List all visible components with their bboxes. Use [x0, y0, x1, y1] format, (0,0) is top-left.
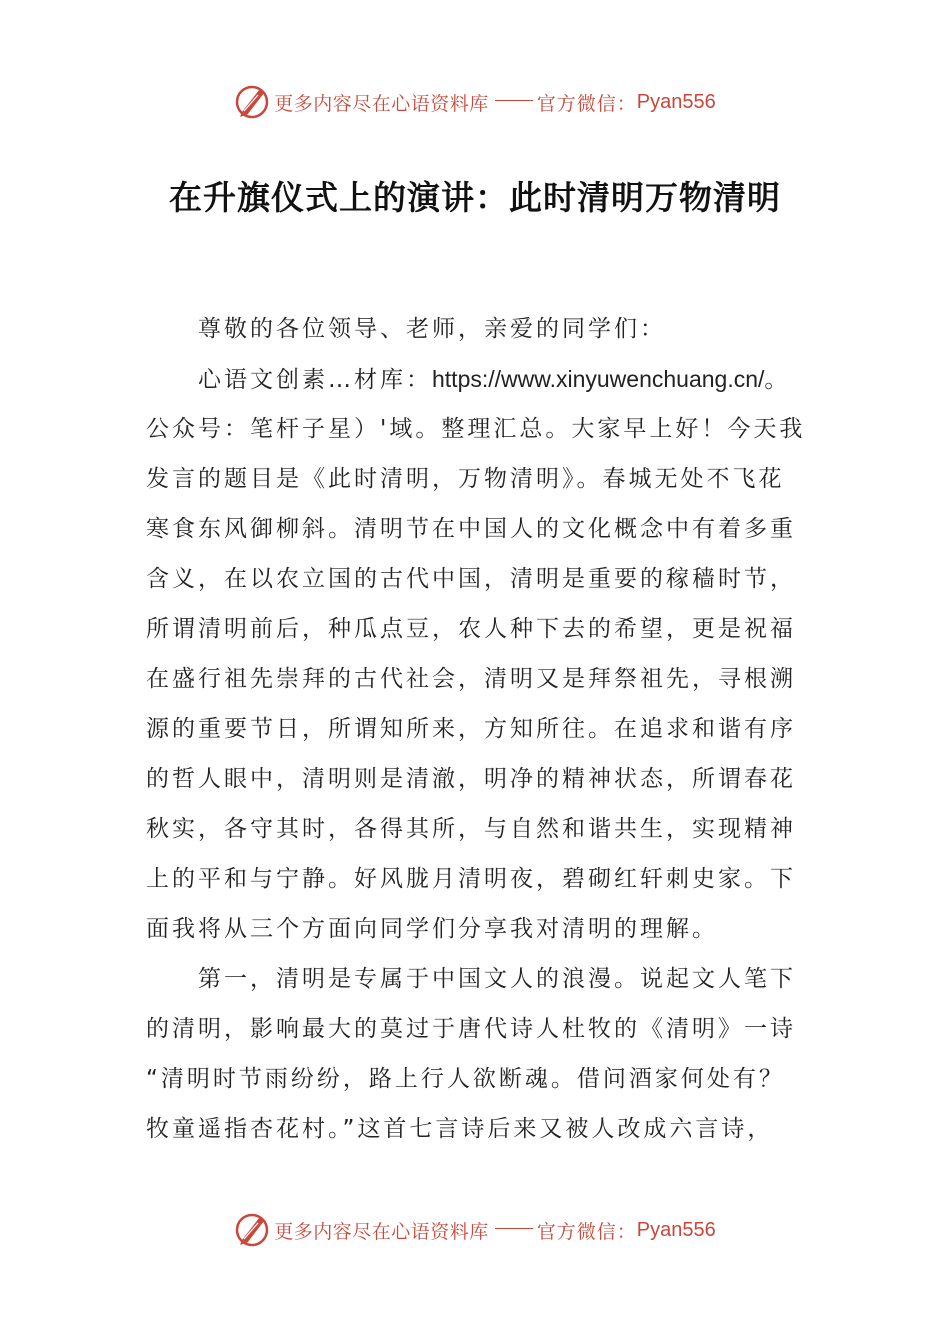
paragraph-line: 的清明，影响最大的莫过于唐代诗人杜牧的《清明》一诗 [146, 1016, 796, 1042]
banner-text: 更多内容尽在心语资料库 [274, 1220, 489, 1243]
source-url: https://www.xinyuwenchuang.cn/ [432, 366, 765, 392]
paragraph-line: 在盛行祖先崇拜的古代社会，清明又是拜祭祖先，寻根溯 [146, 666, 796, 692]
document-body [146, 304, 806, 1154]
banner-divider [495, 100, 533, 101]
paragraph-line: 所谓清明前后，种瓜点豆，农人种下去的希望，更是祝福 [146, 616, 796, 642]
greeting-line: 尊敬的各位领导、老师，亲爱的同学们： [198, 316, 666, 342]
banner-wechat-id: Pyan556 [636, 1218, 716, 1241]
source-line [146, 354, 806, 404]
paragraph-line: 秋实，各守其时，各得其所，与自然和谐共生，实现精神 [146, 816, 796, 842]
header-banner [0, 82, 950, 122]
paragraph-line: 面我将从三个方面向同学们分享我对清明的理解。 [146, 916, 718, 942]
pen-logo-icon [234, 1212, 270, 1248]
source-suffix: 。 [764, 367, 791, 393]
paragraph-line: 公众号：笔杆子星）'域。整理汇总。大家早上好！今天我 [146, 416, 806, 442]
footer-banner [0, 1210, 950, 1250]
paragraph-line: 源的重要节日，所谓知所来，方知所往。在追求和谐有序 [146, 716, 796, 742]
paragraph-line: “清明时节雨纷纷，路上行人欲断魂。借问酒家何处有？ [146, 1066, 785, 1092]
pen-logo-icon [234, 84, 270, 120]
banner-divider [495, 1228, 533, 1229]
paragraph-line: 的哲人眼中，清明则是清澈，明净的精神状态，所谓春花 [146, 766, 796, 792]
paragraph-line: 寒食东风御柳斜。清明节在中国人的文化概念中有着多重 [146, 516, 796, 542]
paragraph-line: 牧童遥指杏花村。”这首七言诗后来又被人改成六言诗， [146, 1116, 774, 1142]
banner-wechat-id: Pyan556 [636, 90, 716, 113]
banner-contact-label: 官方微信： [536, 1220, 637, 1243]
source-prefix: 心语文创素…材库： [198, 367, 432, 393]
paragraph-line: 含义，在以农立国的古代中国，清明是重要的稼穑时节， [146, 566, 796, 592]
paragraph-line: 发言的题目是《此时清明，万物清明》。春城无处不飞花 [146, 466, 785, 492]
banner-contact-label: 官方微信： [536, 92, 637, 115]
document-title: 在升旗仪式上的演讲：此时清明万物清明 [169, 178, 781, 217]
banner-text: 更多内容尽在心语资料库 [274, 92, 489, 115]
paragraph-2-first-line: 第一，清明是专属于中国文人的浪漫。说起文人笔下 [198, 966, 796, 992]
paragraph-line: 上的平和与宁静。好风胧月清明夜，碧砌红轩刺史家。下 [146, 866, 796, 892]
